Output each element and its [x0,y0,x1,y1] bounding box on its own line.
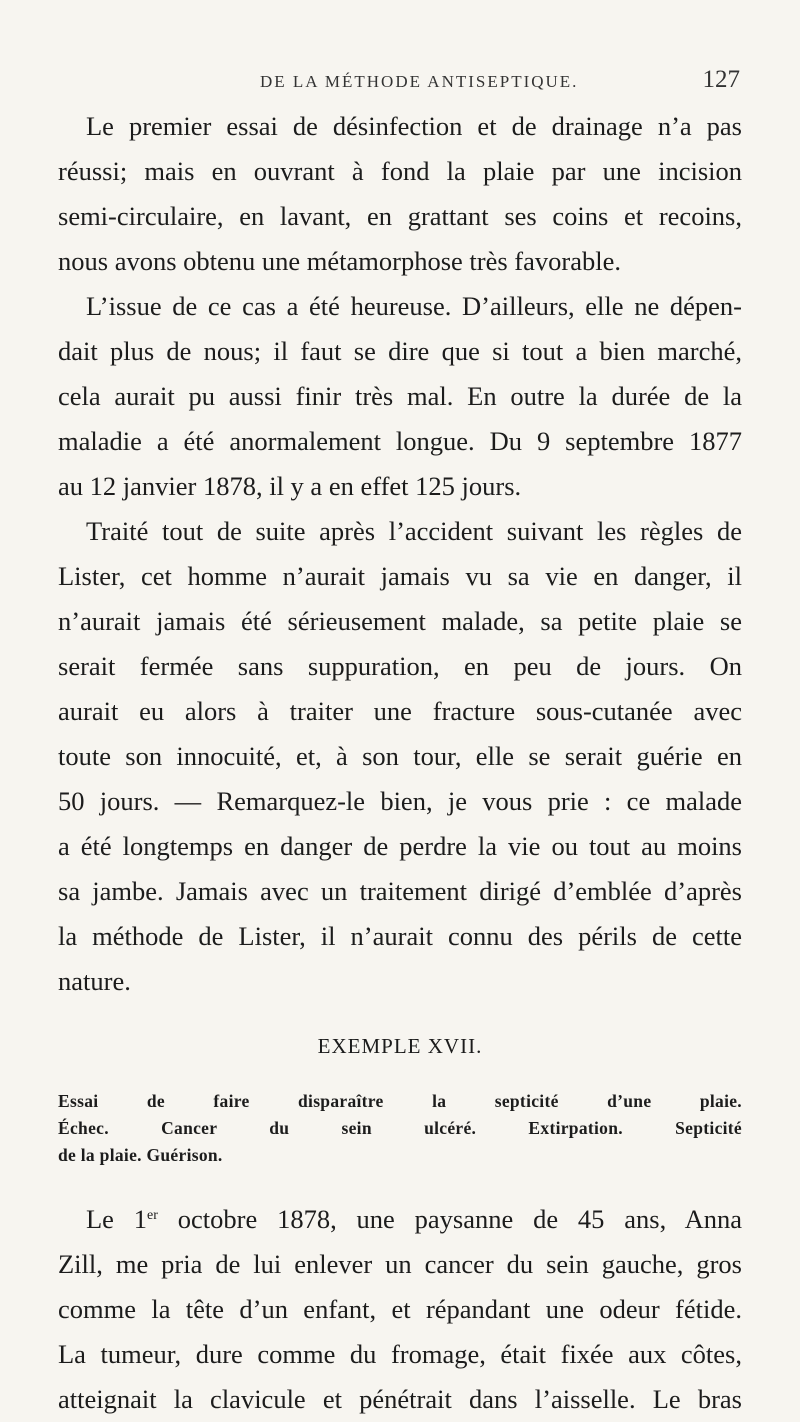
text-line: semi-circulaire, en lavant, en grattant ses coins et recoins, [58,201,742,231]
text-line: Traité tout de suite après l’accident suivant les règles de [86,516,742,546]
text-line: Le premier essai de désinfection et de drainage n’a pas [86,111,742,141]
text-line: réussi; mais en ouvrant à fond la plaie par une incision [58,156,742,186]
summary-line: Essai de faire disparaître la septicité d’une plaie. [58,1091,742,1111]
spacer [58,1169,742,1197]
text-line: Lister, cet homme n’aurait jamais vu sa vie en danger, il [58,561,742,591]
text-fragment: Le 1 [86,1204,148,1234]
text-line: serait fermée sans suppuration, en peu de jours. On [58,651,742,681]
text-line: La tumeur, dure comme du fromage, était fixée aux côtes, [58,1339,742,1369]
running-head [60,66,740,96]
running-title: DE LA MÉTHODE ANTISEPTIQUE. [260,72,579,91]
text-line: n’aurait jamais été sérieusement malade, sa petite plaie se [58,606,742,636]
text-fragment: octobre 1878, une paysanne de 45 ans, Anna [157,1204,742,1234]
paragraph-1 [58,104,742,284]
text-line: atteignait la clavicule et pénétrait dans l’aisselle. Le bras [58,1384,742,1414]
text-line: comme la tête d’un enfant, et répandant une odeur fétide. [58,1294,742,1324]
paragraph-2 [58,284,742,509]
page-number: 127 [702,66,740,93]
example-heading: EXEMPLE XVII. [317,1034,483,1058]
superscript: er [147,1208,158,1223]
text-line: L’issue de ce cas a été heureuse. D’ailleurs, elle ne dépen- [86,291,742,321]
text-line: 50 jours. — Remarquez-le bien, je vous prie : ce malade [58,786,742,816]
text-line-with-superscript [58,1197,742,1242]
text-line: toute son innocuité, et, à son tour, elle se serait guérie en [58,741,742,771]
body-text [58,104,742,1422]
text-line: Zill, me pria de lui enlever un cancer du sein gauche, gros [58,1249,742,1279]
text-line: nature. [58,966,131,996]
paragraph-3 [58,509,742,1004]
paragraph-4 [58,1197,742,1422]
text-line: dait plus de nous; il faut se dire que si tout a bien marché, [58,336,742,366]
text-line: la méthode de Lister, il n’aurait connu des périls de cette [58,921,742,951]
text-line: a été longtemps en danger de perdre la vie ou tout au moins [58,831,742,861]
text-line: maladie a été anormalement longue. Du 9 septembre 1877 [58,426,742,456]
text-line: nous avons obtenu une métamorphose très favorable. [58,246,621,276]
text-line: sa jambe. Jamais avec un traitement dirigé d’emblée d’après [58,876,742,906]
summary-line: Échec. Cancer du sein ulcéré. Extirpation. Septicité [58,1118,742,1138]
text-line: au 12 janvier 1878, il y a en effet 125 jours. [58,471,522,501]
text-line: cela aurait pu aussi finir très mal. En outre la durée de la [58,381,742,411]
summary-line: de la plaie. Guérison. [58,1145,223,1165]
text-line: aurait eu alors à traiter une fracture sous-cutanée avec [58,696,742,726]
example-summary [58,1088,742,1169]
